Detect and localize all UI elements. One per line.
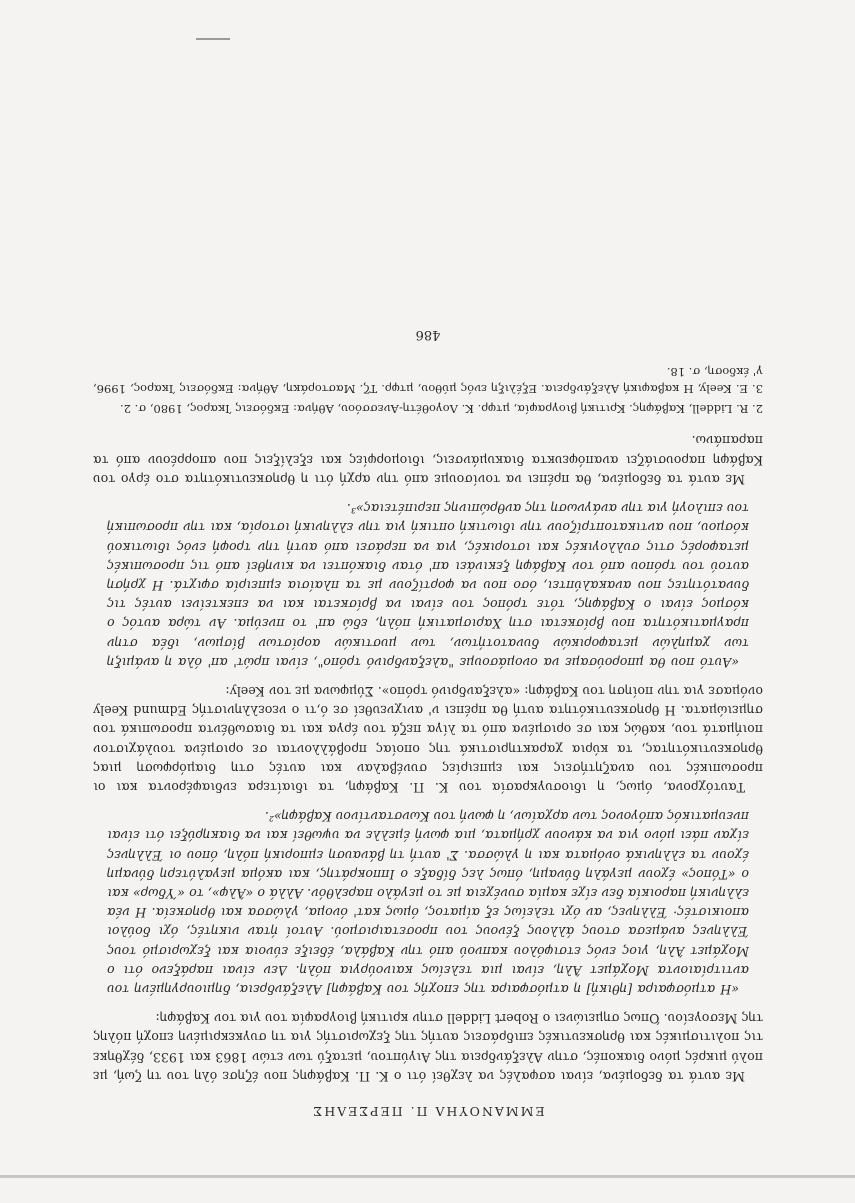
block-quote-keely: «Αυτό που θα μπορούσαμε να ονομάσουμε "αλεξανδρινό τρόπο", είναι πρώτ' απ' όλα η ανάμιξη των χαμηλών μεταφορικών δυνατοτήτων, των μυστικών αορίστων βίσμων, ιδέα στην πραγματικότητα που βρίσκεται στη Χαρισματική πόλη, εδώ απ' το πνεύμα. Αν τώρα αυτός ο κόσμος είναι ο Καβάφης, τότε τρόπος του είναι να βρίσκεται και να επεκτείνει αυτές τις δυνατότητες που ανακαλύπτει, όσο που να φορτίζουν με τα πλαίσια εμπειρία σφιχτά. Η χρήση αυτού του τρόπου από τον Καβάφη ξεκινάει απ' όταν διακόπτει να κινηθεί από τις προσωπικές μεταφορές στις συλλογικές και ιστορικές, για να περάσει από αυτή την τροφή ενός ιδιωτικού κόσμου, που αντικατοπτρίζουν την ιδιωτική οπτική για την ελληνική ιστορία, και την προσωπική του επιλογή για την ανάγνωση της ανθρώπινης περιπέτειας»³. [107, 501, 749, 670]
body-paragraph-3: Με αυτά τα δεδομένα, θα πρέπει να τονίσουμε από την αρχή ότι η θρησκευτικότητα στο έργο του Καβάφη παρουσιάζει αναπόφευκτα διακυμάνσεις, ιδιομορφίες και εξελίξεις που απορρέουν από τα παραπάνω. [93, 433, 763, 487]
footnote-2: 2. R. Liddell, Καβάφης. Κριτική βιογραφία, μτφρ. Κ. Λογοθέτη-Ανεσσόου, Αθήνα: Εκδόσεις Ίκαρος, 1980, σ. 2. [120, 402, 763, 417]
footnote-3: 3. E. Keely, Η καβαφική Αλεξάνδρεια. Εξέλιξη ενός μύθου, μτφρ. Τζ. Μαστοράκη, Αθήνα: Εκδόσεις Ίκαρος, 1996, γ' έκδοση, σ. 18. [93, 365, 763, 396]
body-paragraph-1: Με αυτά τα δεδομένα, είναι ασφαλές να λεχθεί ότι ο Κ. Π. Καβάφης που έζησε όλη του τη ζωή, με πολύ μικρές μόνο διακοπές, στην Αλεξάνδρεια της Αιγύπτου, μεταξύ των ετών 1863 και 1933, δέχθηκε τις πολιτισμικές και θρησκευτικές επιδράσεις αυτής της ξεχωριστής για τη συγκεκριμένη εποχή πόλης της Μεσογείου. Όπως σημειώνει ο Robert Liddell στην κριτική βιογραφία του για τον Καβάφη: [93, 1011, 763, 1084]
block-quote-liddell: «Η ατμόσφαιρα [ηθική] η ατμόσφαιρα της εποχής του Καβάφη] Αλεξάνδρεια, δημιουργημένη του αντιτρίαιοντα Μοχάμετ Άλη, είναι μια τελείως καινούργια πόλη. Δεν είναι παράξενο ότι ο Μοχάμετ Άλη, γιος ενός ετσιφόλου καπνού από την Καβάλα, έδειξε εύνοια και ξεχωρισμό τους Έλληνες ανάμεσα στους άλλους ξένους του προσεταιρισμού. Αυτοί ήταν νικητές, όχι δούλοι αποικιστές· Έλληνες, αν όχι τελείως εξ αίματος, όμως κατ' όνομα, γλώσσα και θρησκεία. Η νέα ελληνική παροικία δεν είχε καμία συνέχεια με το μεγάλο παρελθόν. Αλλά ο «Άλφ», το «Ύδωρ» και ο «Τόπος» έχουν μεγάλη δύναμη, όπως λες δίδαξε ο Ιπποκράτης, και ακόμα μεγαλύτερη δύναμη έχουν τα ελληνικά ονόματα και η γλώσσα. Σ' αυτή τη βάναυση εμπορική πόλη, όπου οι Έλληνες είχαν πάει μόνο για να κάνουν χρήματα, μια φωνή έμελλε να υψωθεί και να διακηρύξει ότι είναι πνευματικός απόγονος των αρχαίων, η φωνή του Κωνσταντίνου Καβάφη»². [107, 809, 749, 997]
page-content [93, 325, 763, 1121]
running-heading: ΕΜΜΑΝΟΥΗΛ Π. ΠΕΡΣΕΛΗΣ [311, 1104, 545, 1119]
page-number: 486 [415, 326, 441, 342]
body-paragraph-2: Ταυτόχρονα, όμως, η ιδιοσυγκρασία του Κ. Π. Καβάφη, τα ιδιαίτερα ενδιαφέροντα και οι προσωπικές του αναζητήσεις και εμπειρίες συνέβαλαν και αυτές στη διαμόρφωση μιας θρησκευτικότητας, τα κύρια χαρακτηριστικά της οποίας προβάλλονται σε ορισμένα τουλάχιστον ποιήματά του, καθώς και σε ορισμένα από τα λίγα πεζά του έργα και τα διασωθέντα προσωπικά του σημειώματα. Η θρησκευτικότητα αυτή θα πρέπει ν' ανιχνευθεί σε ό,τι ο νεοελληνιστής Edmund Keely ονόμασε για την ποίηση του Καβάφη: «αλεξανδρινό τρόπο». Σύμφωνα με τον Keely: [93, 683, 763, 795]
footnotes [93, 364, 763, 418]
